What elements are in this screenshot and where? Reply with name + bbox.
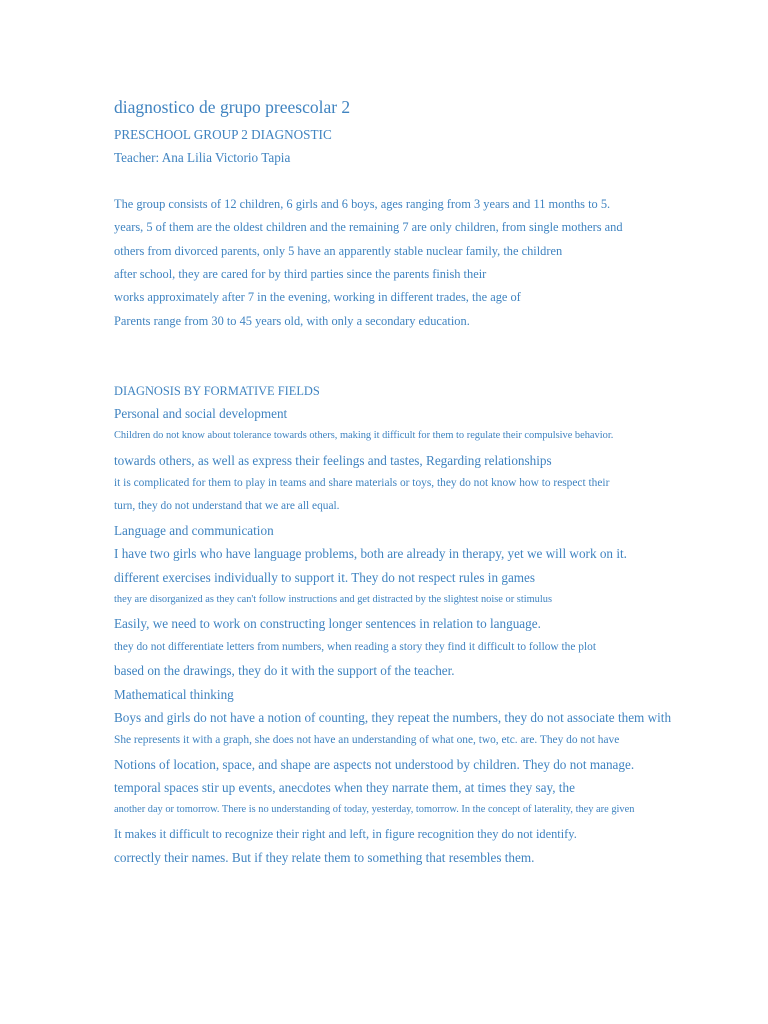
teacher-name: Teacher: Ana Lilia Victorio Tapia xyxy=(114,150,291,165)
math-line: another day or tomorrow. There is no understanding of today, yesterday, tomorrow. In the concept of laterality, they are given xyxy=(114,804,635,815)
diagnosis-heading: DIAGNOSIS BY FORMATIVE FIELDS xyxy=(114,384,320,398)
document-title: diagnostico de grupo preescolar 2 xyxy=(114,97,351,117)
language-line: they do not differentiate letters from numbers, when reading a story they find it difficult to follow the plot xyxy=(114,641,596,653)
language-line: different exercises individually to support it. They do not respect rules in games xyxy=(114,570,536,585)
personal-line: towards others, as well as express their feelings and tastes, Regarding relationships xyxy=(114,453,552,468)
document-subtitle: PRESCHOOL GROUP 2 DIAGNOSTIC xyxy=(114,127,332,142)
language-line: based on the drawings, they do it with the support of the teacher. xyxy=(114,663,455,678)
personal-line: turn, they do not understand that we are all equal. xyxy=(114,500,340,512)
intro-line: after school, they are cared for by third parties since the parents finish their xyxy=(114,267,487,281)
language-line: I have two girls who have language problems, both are already in therapy, yet we will work on it. xyxy=(114,546,627,561)
language-heading: Language and communication xyxy=(114,523,274,538)
personal-heading: Personal and social development xyxy=(114,406,288,421)
math-line: Notions of location, space, and shape are aspects not understood by children. They do not manage. xyxy=(114,757,635,772)
intro-line: works approximately after 7 in the evening, working in different trades, the age of xyxy=(114,290,521,304)
math-line: correctly their names. But if they relate them to something that resembles them. xyxy=(114,850,535,865)
personal-line: it is complicated for them to play in teams and share materials or toys, they do not know how to respect their xyxy=(114,477,610,489)
personal-line: Children do not know about tolerance towards others, making it difficult for them to regulate their compulsive behavior. xyxy=(114,430,614,441)
intro-line: The group consists of 12 children, 6 girls and 6 boys, ages ranging from 3 years and 11 months to 5. xyxy=(114,197,611,211)
math-line: Boys and girls do not have a notion of counting, they repeat the numbers, they do not associate them with xyxy=(114,710,672,725)
language-line: they are disorganized as they can't follow instructions and get distracted by the slightest noise or stimulus xyxy=(114,594,552,605)
math-line: She represents it with a graph, she does not have an understanding of what one, two, etc. are. They do not have xyxy=(114,734,620,746)
intro-line: Parents range from 30 to 45 years old, with only a secondary education. xyxy=(114,314,470,328)
language-line: Easily, we need to work on constructing longer sentences in relation to language. xyxy=(114,616,541,631)
math-line: It makes it difficult to recognize their right and left, in figure recognition they do not identify. xyxy=(114,827,577,841)
intro-line: others from divorced parents, only 5 have an apparently stable nuclear family, the children xyxy=(114,244,563,258)
intro-line: years, 5 of them are the oldest children and the remaining 7 are only children, from single mothers and xyxy=(114,220,623,234)
math-heading: Mathematical thinking xyxy=(114,687,234,702)
math-line: temporal spaces stir up events, anecdotes when they narrate them, at times they say, the xyxy=(114,780,575,795)
